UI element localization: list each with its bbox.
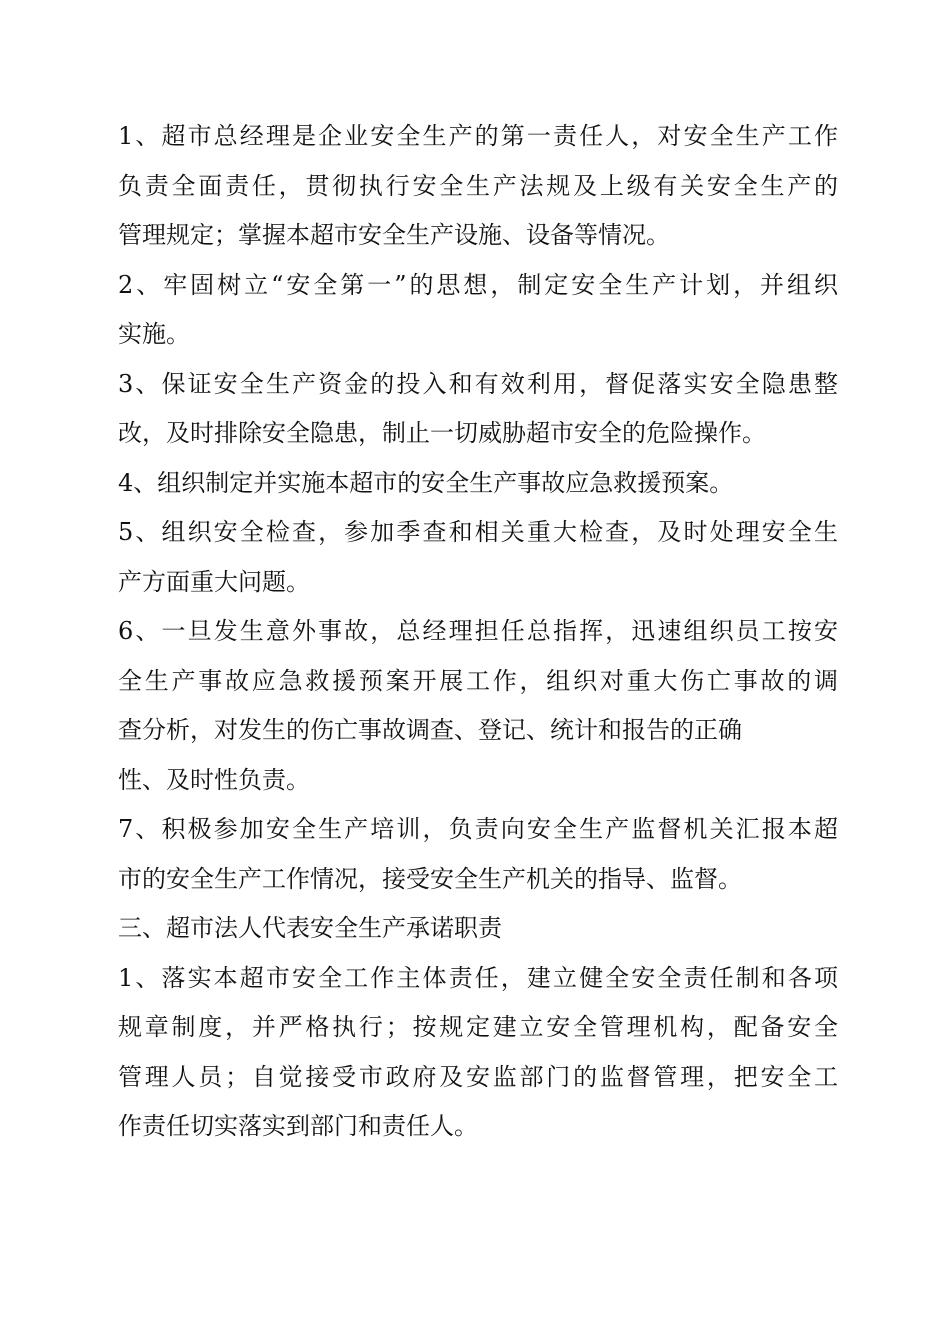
section-heading: 三、超市法人代表安全生产承诺职责 <box>118 914 502 942</box>
text-line: 7、积极参加安全生产培训，负责向安全生产监督机关汇报本超 <box>118 815 838 843</box>
text-line: 市的安全生产工作情况，接受安全生产机关的指导、监督。 <box>118 864 742 893</box>
text-line: 6、一旦发生意外事故，总经理担任总指挥，迅速组织员工按安 <box>118 617 838 645</box>
text-line: 全生产事故应急救援预案开展工作，组织对重大伤亡事故的调 <box>118 666 838 695</box>
text-line: 负责全面责任，贯彻执行安全生产法规及上级有关安全生产的 <box>118 171 838 200</box>
text-line: 查分析，对发生的伤亡事故调查、登记、统计和报告的正确 <box>118 716 742 744</box>
document-body <box>118 112 838 1152</box>
text-line: 管理规定；掌握本超市安全生产设施、设备等情况。 <box>118 221 670 249</box>
text-line: 管理人员；自觉接受市政府及安监部门的监督管理，把安全工 <box>118 1062 838 1091</box>
text-line: 1、超市总经理是企业安全生产的第一责任人，对安全生产工作 <box>118 122 838 150</box>
text-line: 3、保证安全生产资金的投入和有效利用，督促落实安全隐患整 <box>118 369 838 398</box>
text-line: 性、及时性负责。 <box>118 765 310 794</box>
text-line: 4、组织制定并实施本超市的安全生产事故应急救援预案。 <box>118 468 734 497</box>
text-line: 改，及时排除安全隐患，制止一切威胁超市安全的危险操作。 <box>118 419 766 447</box>
text-line: 2、牢固树立“安全第一”的思想，制定安全生产计划，并组织 <box>118 270 838 299</box>
text-line: 5、组织安全检查，参加季查和相关重大检查，及时处理安全生 <box>118 518 838 546</box>
text-line: 实施。 <box>118 320 190 348</box>
text-line: 产方面重大问题。 <box>118 567 310 596</box>
text-line: 规章制度，并严格执行；按规定建立安全管理机构，配备安全 <box>118 1013 838 1041</box>
text-line: 1、落实本超市安全工作主体责任，建立健全安全责任制和各项 <box>118 963 838 992</box>
text-line: 作责任切实落实到部门和责任人。 <box>118 1112 478 1140</box>
